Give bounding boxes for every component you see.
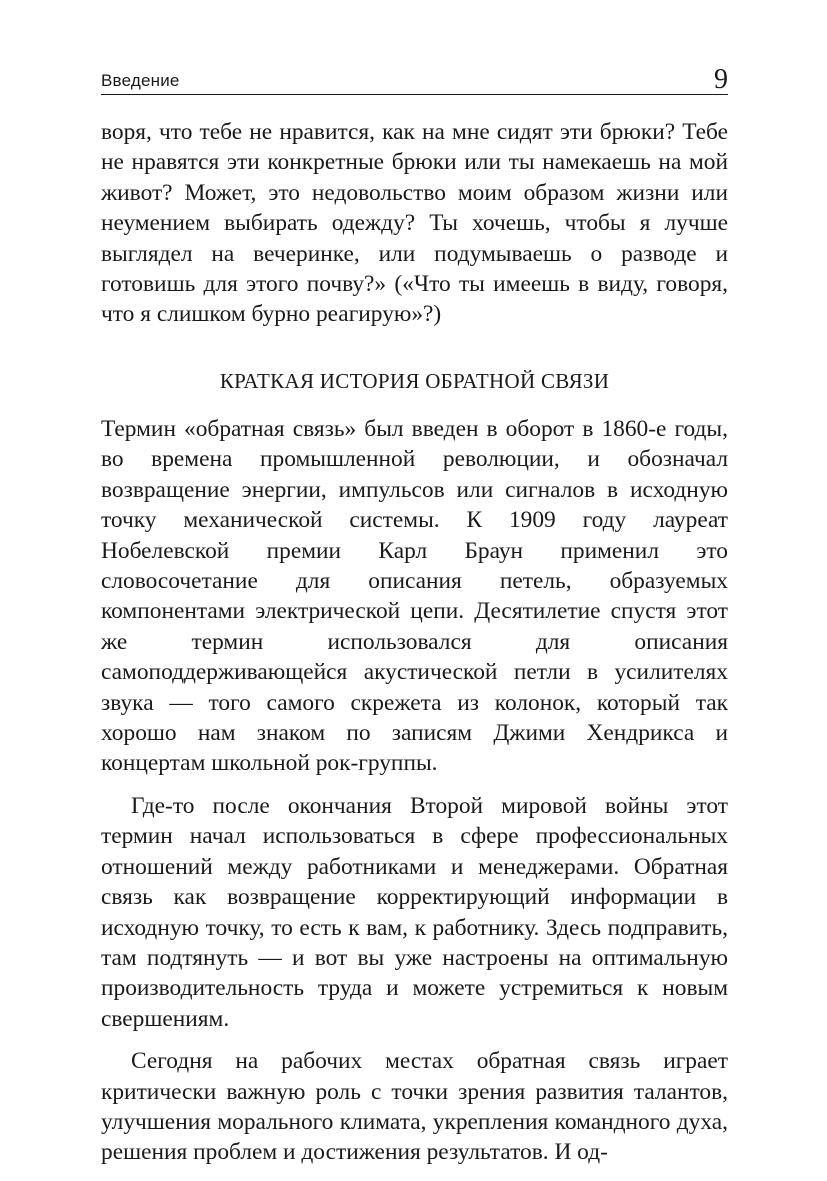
paragraph-3: Сегодня на рабочих местах обратная связь играет критически важную роль с точки зрения развития талантов, улучшения морального климата, укрепления командного духа, решения проблем и достижения результатов. И од-	[101, 1048, 728, 1166]
paragraph-continuation: воря, что тебе не нравится, как на мне сидят эти брюки? Тебе не нравятся эти конкретные брюки или ты намекаешь на мой живот? Может, это недовольство моим образом жизни или неумением выбирать одежду? Ты хочешь, чтобы я лучше выглядел на вечеринке, или подумываешь о разводе и готовишь для этого почву?» («Что ты имеешь в виду, говоря, что я слишком бурно реагирую»?)	[101, 119, 728, 328]
chapter-title: Введение	[101, 71, 180, 90]
page-number: 9	[714, 64, 728, 95]
paragraph-2: Где-то после окончания Второй мировой войны этот термин начал использоваться в сфере профессиональных отношений между работниками и менеджерами. Обратная связь как возвращение корректирующий информации в исходную точку, то есть к вам, к работнику. Здесь подправить, там подтянуть — и вот вы уже настроены на оптимальную производительность труда и можете устремиться к новым свершениям.	[101, 792, 728, 1032]
section-heading: КРАТКАЯ ИСТОРИЯ ОБРАТНОЙ СВЯЗИ	[219, 369, 610, 393]
section-body	[101, 414, 728, 1168]
opening-text	[101, 117, 728, 330]
running-header	[101, 62, 728, 95]
paragraph-1: Термин «обратная связь» был введен в оборот в 1860-е годы, во времена промышленной революции, и обозначал возвращение энергии, импульсов или сигналов в исходную точку механической системы. К 1909 году лауреат Нобелевской премии Карл Браун применил это словосочетание для описания петель, образуемых компонентами электрической цепи. Десятилетие спустя этот же термин использовался для описания самоподдерживающейся акустической петли в усилителях звука — того самого скрежета из колонок, который так хорошо нам знаком по записям Джими Хендрикса и концертам школьной рок-группы.	[101, 416, 728, 777]
